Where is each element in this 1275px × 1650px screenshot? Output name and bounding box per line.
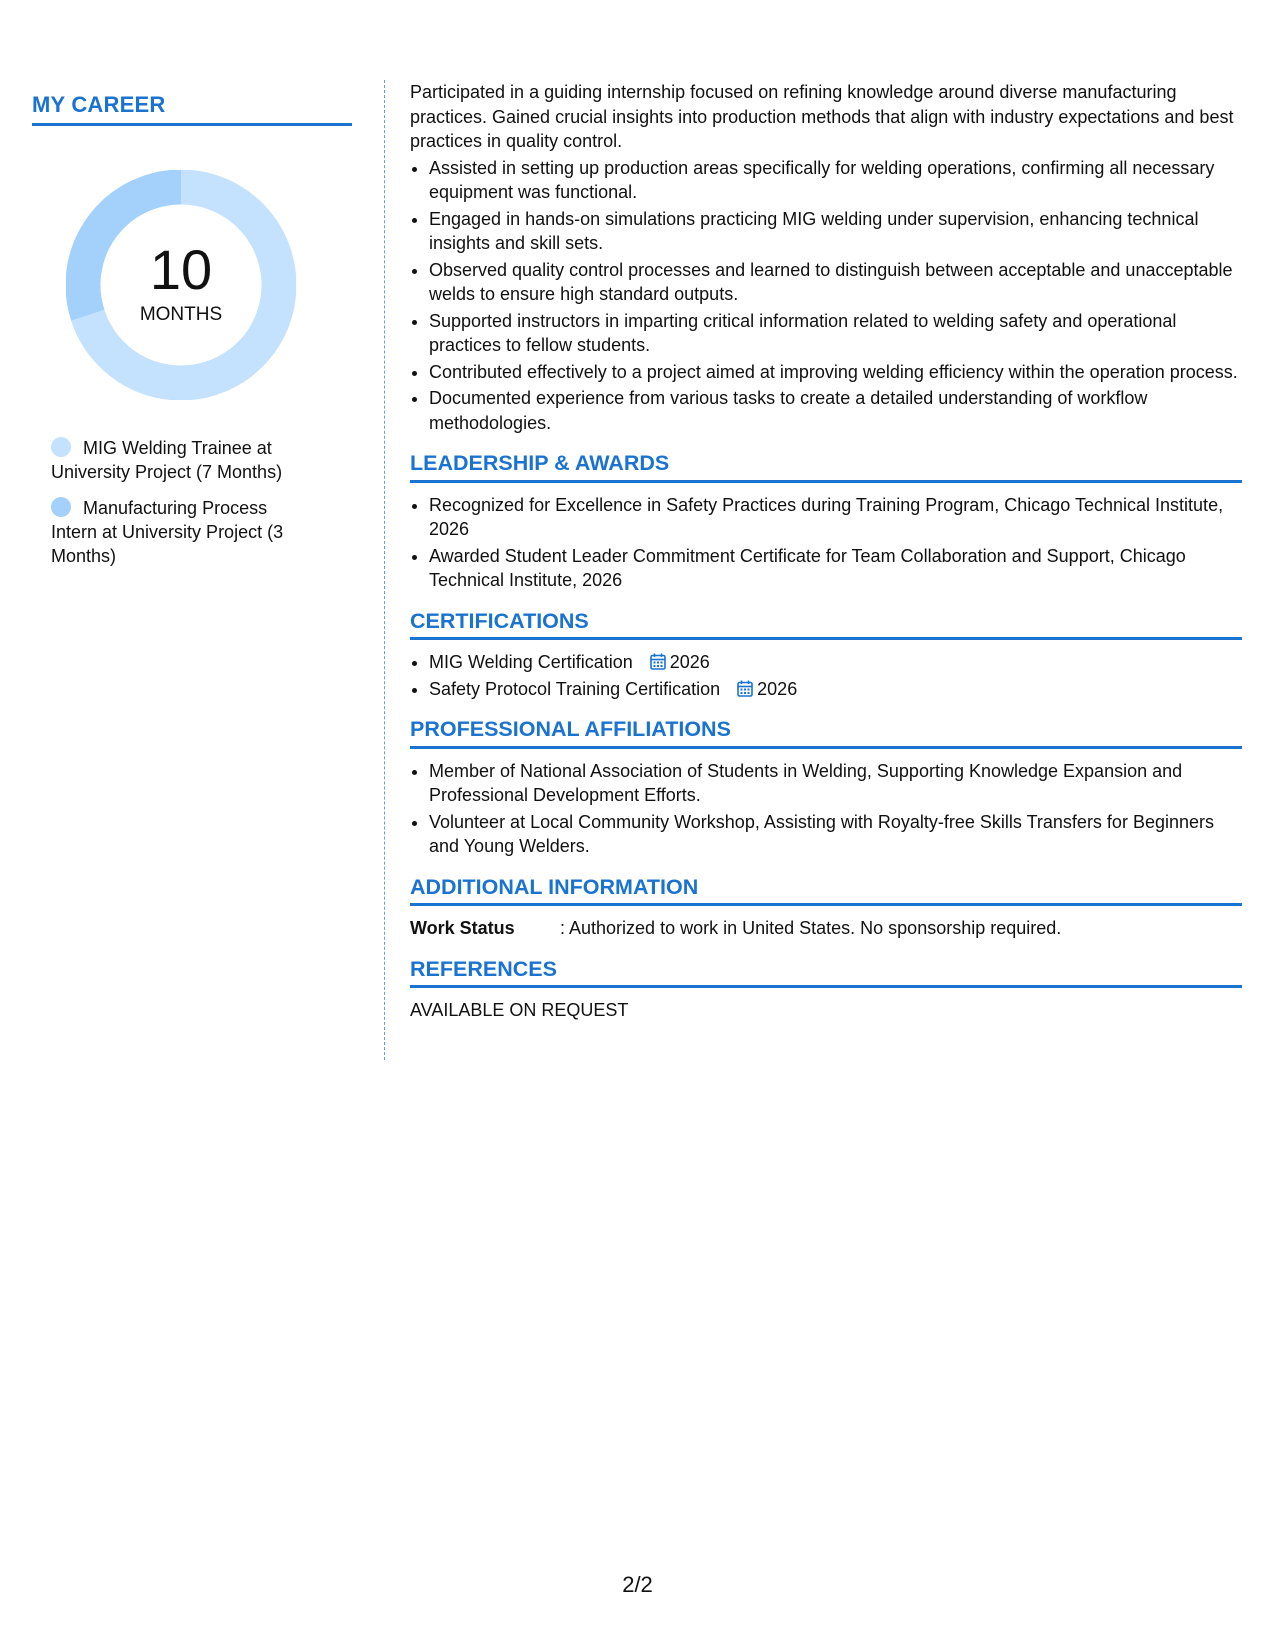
experience-bullet: • Contributed effectively to a project aimed at improving welding efficiency within the operation process. [429, 360, 1242, 385]
column-divider [384, 80, 385, 1060]
leadership-section [410, 451, 1242, 593]
additional-info-heading: ADDITIONAL INFORMATION [410, 875, 1242, 907]
references-heading: REFERENCES [410, 957, 1242, 989]
work-status-label: Work Status [410, 918, 515, 938]
main-content [410, 80, 1242, 1023]
certifications-heading: CERTIFICATIONS [410, 609, 1242, 641]
certification-item [429, 677, 1242, 702]
additional-info-section [410, 875, 1242, 941]
references-section [410, 957, 1242, 1023]
experience-bullet: • Documented experience from various tasks to create a detailed understanding of workflow methodologies. [429, 386, 1242, 435]
certifications-section [410, 609, 1242, 702]
page-number: 2/2 [622, 1572, 653, 1597]
certification-year: 2026 [757, 678, 798, 699]
leadership-list [410, 493, 1242, 593]
leadership-heading: LEADERSHIP & AWARDS [410, 451, 1242, 483]
career-donut-chart [66, 170, 296, 400]
career-sidebar [32, 92, 352, 580]
certification-name: Safety Protocol Training Certification [429, 678, 721, 699]
references-text: AVAILABLE ON REQUEST [410, 1000, 629, 1020]
legend-label: MIG Welding Trainee at University Project (7 Months) [51, 438, 283, 482]
certification-name: MIG Welding Certification [429, 652, 633, 672]
experience-bullets [410, 156, 1242, 436]
certification-item [429, 650, 1242, 675]
experience-intro: Participated in a guiding internship focused on refining knowledge around diverse manufacturing practices. Gained crucial insights into production methods that align with industry expectations and best practices in quality control. [410, 82, 1234, 151]
affiliation-item: • Volunteer at Local Community Workshop, Assisting with Royalty-free Skills Transfers for Beginners and Young Welders. [429, 810, 1242, 859]
legend-swatch-2 [51, 497, 71, 517]
affiliation-item: • Member of National Association of Students in Welding, Supporting Knowledge Expansion and Professional Development Efforts. [429, 759, 1242, 808]
work-status-row [410, 916, 1242, 941]
experience-section [410, 80, 1242, 435]
legend-swatch-1 [51, 437, 71, 457]
award-item: • Awarded Student Leader Commitment Certificate for Team Collaboration and Support, Chicago Technical Institute, 2026 [429, 544, 1242, 593]
affiliations-heading: PROFESSIONAL AFFILIATIONS [410, 717, 1242, 749]
work-status-value: : Authorized to work in United States. No sponsorship required. [560, 918, 1062, 938]
career-heading: MY CAREER [32, 92, 352, 126]
experience-bullet: • Supported instructors in imparting critical information related to welding safety and operational practices to fellow students. [429, 309, 1242, 358]
legend-item [51, 436, 311, 484]
calendar-icon [737, 680, 753, 697]
certification-year: 2026 [669, 652, 710, 672]
award-item: • Recognized for Excellence in Safety Practices during Training Program, Chicago Technical Institute, 2026 [429, 493, 1242, 542]
certifications-list [410, 650, 1242, 701]
donut-total-unit: MONTHS [139, 304, 223, 325]
affiliations-list [410, 759, 1242, 859]
experience-bullet: • Observed quality control processes and learned to distinguish between acceptable and unacceptable welds to ensure high standard outputs. [429, 258, 1242, 307]
legend-item [51, 496, 311, 568]
donut-total-number: 10 [149, 238, 213, 301]
legend-label: Manufacturing Process Intern at University Project (3 Months) [51, 498, 284, 566]
donut-legend [51, 436, 311, 568]
calendar-icon [650, 653, 666, 670]
experience-bullet: • Engaged in hands-on simulations practicing MIG welding under supervision, enhancing technical insights and skill sets. [429, 207, 1242, 256]
affiliations-section [410, 717, 1242, 859]
experience-bullet: • Assisted in setting up production areas specifically for welding operations, confirming all necessary equipment was functional. [429, 156, 1242, 205]
